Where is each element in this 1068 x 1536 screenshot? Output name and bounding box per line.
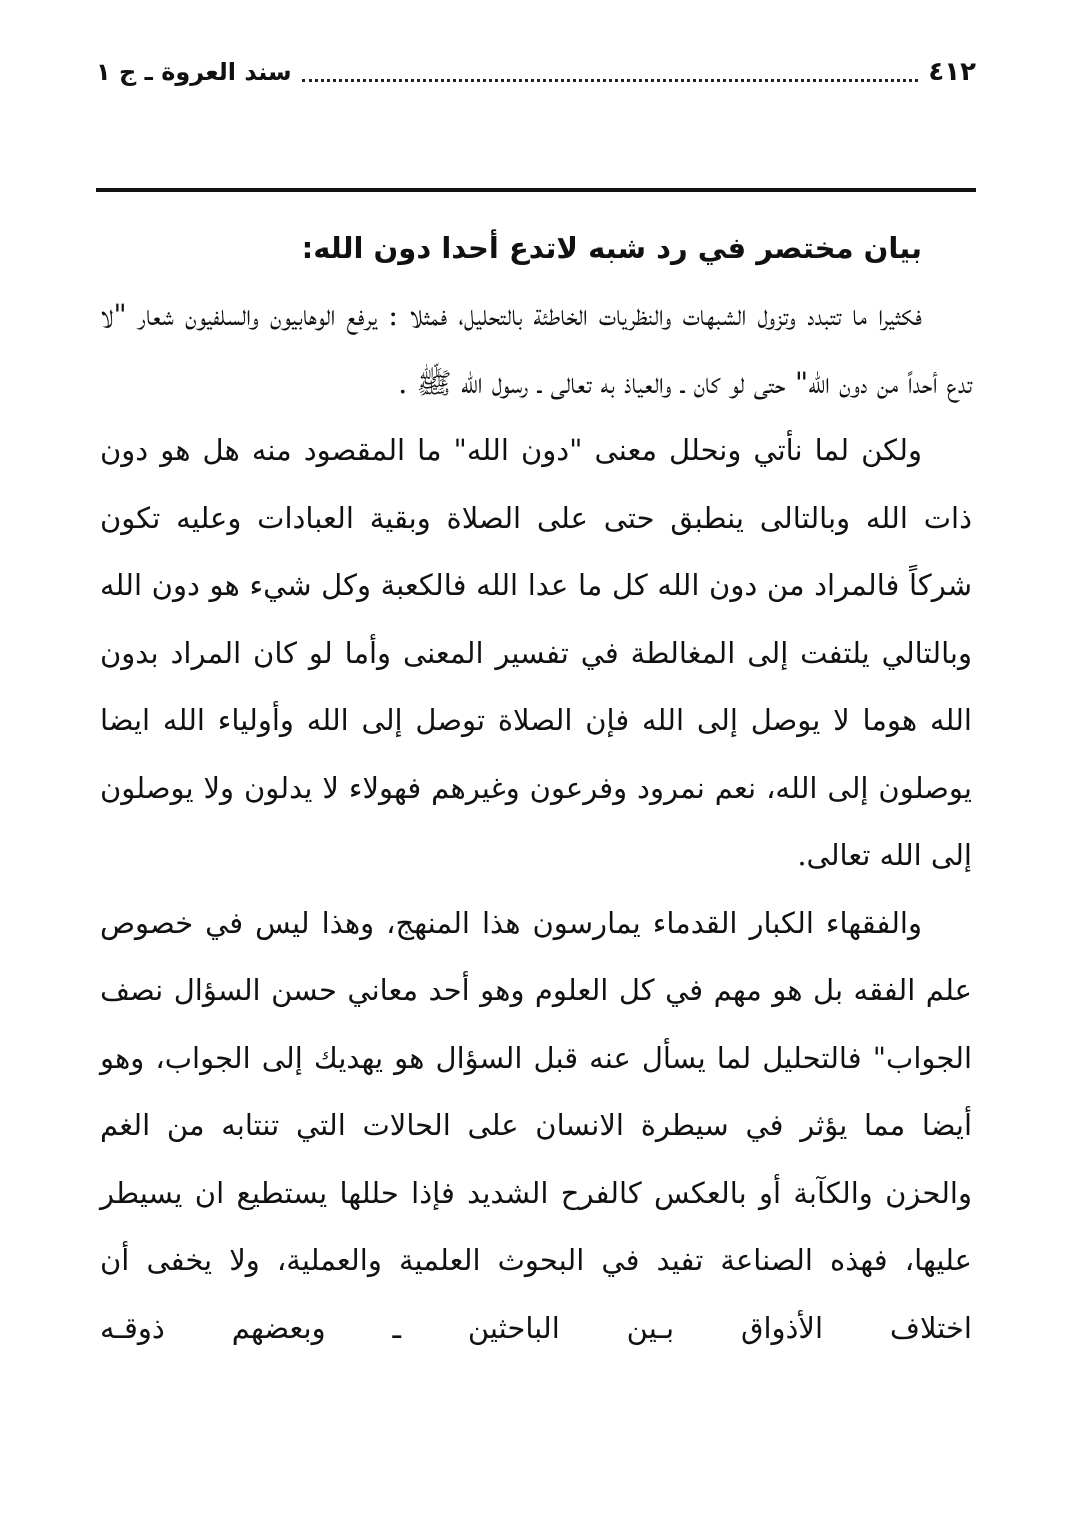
paragraph-2: ولكن لما نأتي ونحلل معنى "دون الله" ما المقصود منه هل هو دون ذات الله وبالتالى ينطبق حتى على الصلاة وبقية العبادات وعليه تكون شركاً فالمراد من دون الله كل ما عدا الله فالكعبة وكل شيء هو دون الله وبالتالي يلتفت إلى المغالطة في تفسير المعنى وأما لو كان المراد بدون الله هوما لا يوصل إلى الله فإن الصلاة توصل إلى الله وأولياء الله ايضا يوصلون إلى الله، نعم نمرود وفرعون وغيرهم فهولاء لا يدلون ولا يوصلون إلى الله تعالى. xyxy=(100,433,972,872)
running-header xyxy=(96,52,976,92)
header-rule xyxy=(96,188,976,192)
page-content xyxy=(100,214,972,1362)
paragraph-1: فكثيرا ما تتبدد وتزول الشبهات والنظريات الخاطئة بالتحليل، فمثلا : يرفع الوهابيون والسلفيون شعار "لا تدع أحداً من دون الله" حتى لو كان ـ والعياذ به تعالى ـ رسول الله ﷺ . xyxy=(100,298,972,400)
paragraph-3: والفقهاء الكبار القدماء يمارسون هذا المنهج، وهذا ليس في خصوص علم الفقه بل هو مهم في كل العلوم وهو أحد معاني حسن السؤال نصف الجواب" فالتحليل لما يسأل عنه قبل السؤال هو يهديك إلى الجواب، وهو أيضا مما يؤثر في سيطرة الانسان على الحالات التي تنتابه من الغم والحزن والكآبة أو بالعكس كالفرح الشديد فإذا حللها يستطيع ان يسيطر عليها، فهذه الصناعة تفيد في البحوث العلمية والعملية، ولا يخفى أن اختلاف الأذواق بـين الباحثين ـ وبعضهم ذوقـه xyxy=(100,905,972,1345)
header-dot-leader xyxy=(302,79,919,82)
page-number: ٤١٢ xyxy=(928,57,976,87)
book-title: سند العروة ـ ج ١ xyxy=(96,58,292,86)
section-heading: بيان مختصر في رد شبه لاتدع أحدا دون الله: xyxy=(301,231,922,265)
